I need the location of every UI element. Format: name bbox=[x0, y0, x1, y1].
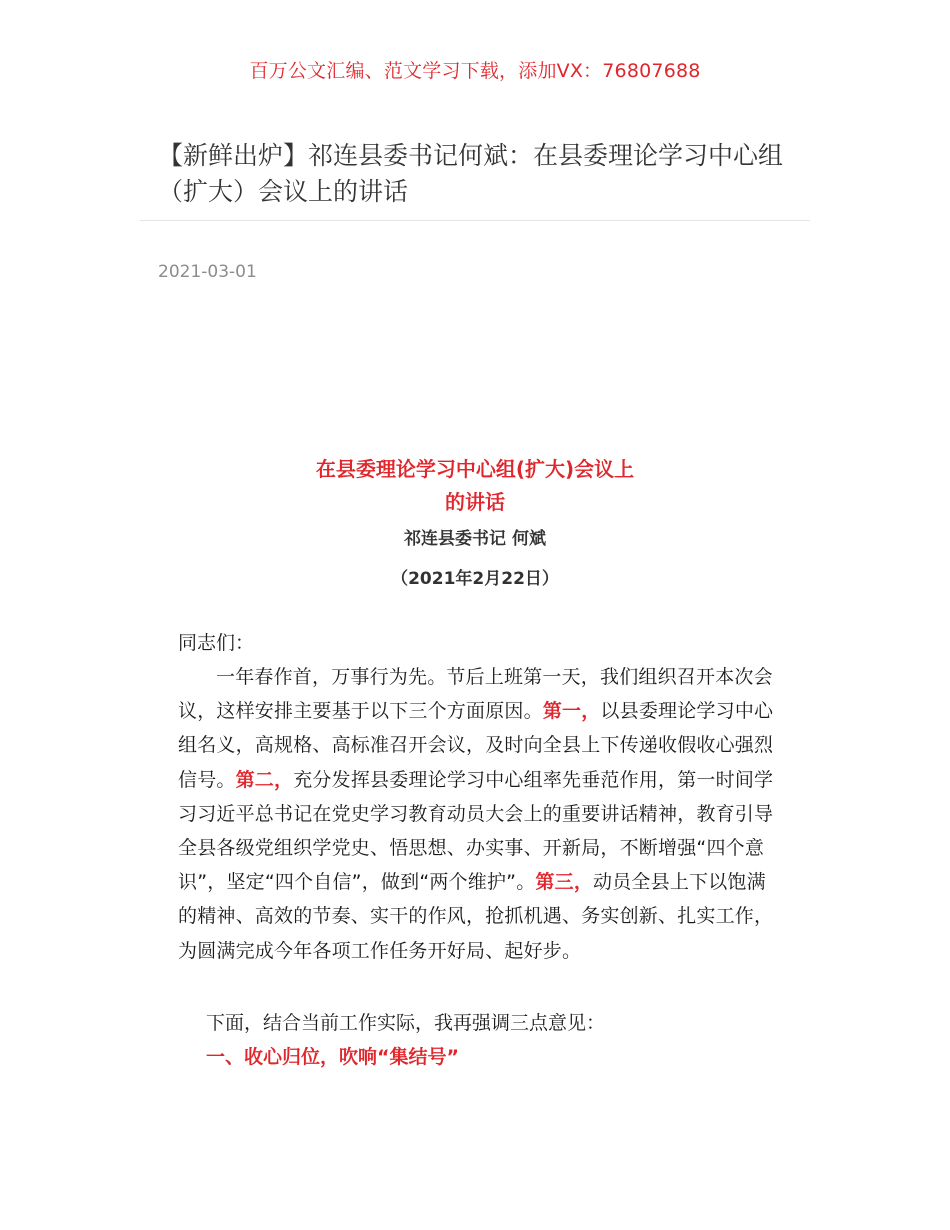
p1-text-a: 一年春作首，万事行为先。节后上班第一天，我们组织召开本次会议，这样安排主要基于以下三个方面原因。 bbox=[178, 666, 773, 723]
promo-banner: 百万公文汇编、范文学习下载，添加VX：76807688 bbox=[249, 60, 701, 82]
speech-paragraph-1 bbox=[178, 660, 778, 968]
article-date: 2021-03-01 bbox=[158, 262, 257, 282]
article-title: 【新鲜出炉】祁连县委书记何斌：在县委理论学习中心组（扩大）会议上的讲话 bbox=[158, 141, 784, 206]
speech-greeting: 同志们： bbox=[178, 632, 255, 654]
p1-marker-third: 第三， bbox=[535, 871, 594, 894]
speech-paragraph-2: 下面，结合当前工作实际，我再强调三点意见： bbox=[206, 1012, 606, 1034]
title-divider bbox=[140, 220, 810, 221]
speech-date: （2021年2月22日） bbox=[391, 569, 559, 589]
speech-title-line1: 在县委理论学习中心组(扩大)会议上 bbox=[315, 457, 635, 481]
p1-text-d: 动员全县上下以饱满的精神、高效的节奏、实干的作风，抢抓机遇、务实创新、扎实工作，为圆满完成今年各项工作任务开好局、起好步。 bbox=[178, 871, 774, 962]
p1-text-b: 以县委理论学习中心组名义，高规格、高标准召开会议，及时向全县上下传递收假收心强烈信号。 bbox=[178, 700, 774, 791]
p1-text-c: 充分发挥县委理论学习中心组率先垂范作用，第一时间学习习近平总书记在党史学习教育动员大会上的重要讲话精神，教育引导全县各级党组织学党史、悟思想、办实事、开新局，不断增强“四个意识”，坚定“四个自信”，做到“两个维护”。 bbox=[178, 768, 774, 894]
section-heading-1: 一、收心归位，吹响“集结号” bbox=[206, 1046, 459, 1068]
p1-marker-first: 第一， bbox=[542, 700, 601, 723]
p1-marker-second: 第二， bbox=[235, 768, 294, 791]
speech-title-line2: 的讲话 bbox=[445, 490, 505, 514]
speech-speaker: 祁连县委书记 何斌 bbox=[404, 529, 546, 549]
